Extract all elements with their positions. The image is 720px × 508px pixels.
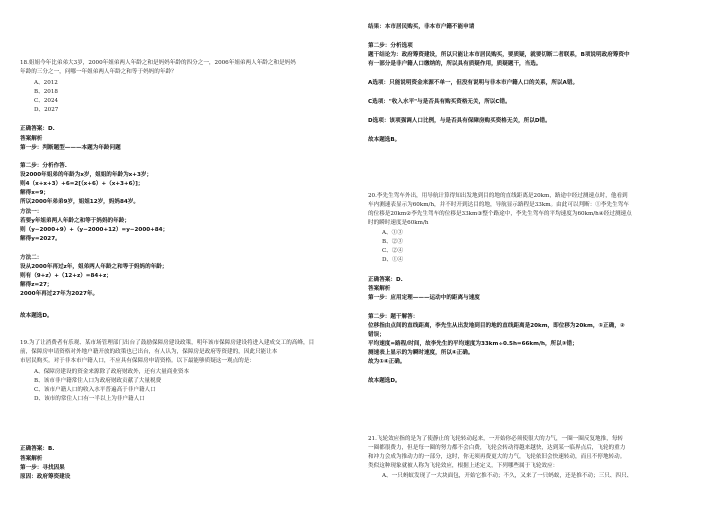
q19-cont-line-2: 第二步：分析选项: [368, 43, 413, 49]
q19-option-c: C、该市户籍人口的收入水平普遍高于非户籍人口: [34, 387, 156, 393]
q20-stem-line-3: 的位移是20km②李先生驾车的位移是33km③整个路途中，李先生驾车的平均速度为60km/h④经过测速点: [368, 211, 632, 217]
q18-step-8: 若要y年姐弟两人年龄之和等于妈妈的年龄；: [20, 218, 130, 224]
q20-option-c: C、②④: [382, 248, 404, 254]
q21-stem-line-2: 一圈都很费力，但是每一圈的努力都不会白费，飞轮会转动得越来越快，达到某一临界点后，飞轮的重力: [368, 445, 626, 451]
q18-step-4: 则4（x+x+3）+6=2[（x+6）+（x+3+6）]；: [20, 181, 144, 187]
q18-step-15: 2000年再过27年为2027年。: [20, 291, 99, 297]
q19-answer: 正确答案：B.: [20, 446, 55, 452]
q18-step-12: 设从2000年再过z年，姐弟两人年龄之和等于妈妈的年龄；: [20, 264, 168, 270]
q18-step-10: 解得y=2027。: [20, 236, 61, 242]
q19-cont-line-6: C选项："收入水平"与是否具有购买资格无关，所以C错。: [368, 99, 511, 105]
q20-answer: 正确答案：D.: [368, 277, 403, 283]
q18-step-3: 设2000年姐弟的年龄为x岁，姐姐的年龄为x+3岁；: [20, 172, 153, 178]
q18-analysis-label: 答案解析: [20, 136, 43, 142]
q18-step-7: 方法一：: [20, 209, 43, 215]
q18-option-b: B、2018: [34, 89, 58, 95]
q18-step-6: 所以2000年弟弟9岁，姐姐12岁，妈妈84岁。: [20, 199, 139, 205]
q19-option-b: B、该市非户籍常住人口为政府财政贡献了大量税费: [34, 378, 162, 384]
q18-answer: 正确答案：D.: [20, 126, 55, 132]
q19-option-d: D、该市的常住人口有一半以上为非户籍人口: [34, 396, 145, 402]
q20-step-8: 故本题选D。: [368, 378, 401, 384]
q20-step-7: 故为①④正确。: [368, 359, 406, 365]
q20-step-3: 位移指由点间的直线距离，李先生从出发地到目的地的直线距离是20km，即位移为20km，①正确，②: [368, 323, 625, 329]
q20-step-2: 第二步：题干解答：: [368, 314, 419, 320]
q19-step-2: 原因：政府筹资建设: [20, 474, 71, 480]
q18-step-11: 方法二：: [20, 255, 43, 261]
q18-step-16: 故本题选D。: [20, 313, 53, 319]
q19-step-1: 第一步：寻找因果: [20, 465, 65, 471]
q18-stem-line-1: 18.姐姐今年比弟弟大3岁，2000年姐弟两人年龄之和是妈妈年龄的四分之一，2006年姐弟两人年龄之和是妈妈: [20, 60, 296, 66]
q20-analysis-label: 答案解析: [368, 286, 391, 292]
q18-option-c: C、2024: [34, 98, 59, 104]
q21-stem-line-3: 和冲力会成为推动力的一部分，这时，你无须再费更大的力气，飞轮依旧会快速转动，而且不停地转动。: [368, 454, 626, 460]
q18-step-9: 则（y−2000+9）+（y−2000+12）=y−2000+84；: [20, 227, 169, 233]
q21-stem-line-4: 类似这种现象就被人称为飞轮效应，根据上述定义，下列哪些属于飞轮效应：: [368, 463, 559, 469]
q19-cont-line-3: 题干结论为：政府筹资建设，所以只能让本市居民购买，要质疑，就要切断二者联系，B项说明政府筹资中: [368, 52, 630, 58]
q19-cont-line-5: A选项：只能说明资金来源不单一，但没有说明与非本市户籍人口的关系，所以A错。: [368, 80, 579, 86]
q20-option-d: D、①④: [382, 257, 404, 263]
q18-stem-line-2: 年龄的三分之一，问哪一年姐弟两人年龄之和等于妈妈的年龄？: [20, 69, 177, 75]
q19-option-a: A、保障房建设的资金来源除了政府财政外，还有大量商业资本: [34, 369, 190, 375]
q19-analysis-label: 答案解析: [20, 456, 43, 462]
q18-step-13: 则有（9+z）+（12+z）=84+z；: [20, 273, 112, 279]
q19-stem-line-3: 市居民购买。对于非本市户籍人口，不应具有保障房申请资格。以下最能够质疑这一观点的是：: [20, 358, 255, 364]
q19-stem-line-2: 前，保障房申请资格对外地户籍开放的政策也已出台，有人认为，保障房是政府等资建的，因此只能让本: [20, 349, 278, 355]
q19-cont-line-1: 结果：本市居民购买，非本市户籍不能申请: [368, 24, 475, 30]
q18-step-5: 解得x=9；: [20, 190, 49, 196]
q18-step-2: 第二步：分析作答.: [20, 163, 67, 169]
q20-stem-line-1: 20.李先生驾车外出，用导航计算得知出发地到目的地的直线距离是20km，路途中经过测速点时，他看到: [368, 193, 628, 199]
q21-option-a: A、一只蚂蚁发现了一大块面包，开始它推不动；不久，又来了一只蚂蚁，还是推不动；三只、四只、: [382, 473, 633, 479]
q19-stem-line-1: 19.为了让消费者有乐观、某市场管理部门出台了鼓励保障房建设政策，明年该市保障房建设将进入建成交工的高峰，目: [20, 340, 315, 346]
q19-cont-line-4: 有一部分是非户籍人口缴纳的，所以具有质疑作用，质疑题干，当选。: [368, 61, 542, 67]
q19-cont-line-8: 故本题选B。: [368, 137, 401, 143]
q20-step-1: 第一步：应用定理———运动中的距离与速度: [368, 295, 480, 301]
q20-option-a: A、①③: [382, 230, 403, 236]
q20-step-5: 平均速度=路程/时间，故李先生的平均速度为33km÷0.5h=66km/h，所以③错；: [368, 341, 578, 347]
q19-cont-line-7: D选项：该项强调人口比例，与是否具有保障房购买资格无关，所以D错。: [368, 118, 551, 124]
q18-option-a: A、2012: [34, 80, 58, 86]
q20-option-b: B、②③: [382, 239, 403, 245]
q18-option-d: D、2027: [34, 107, 59, 113]
q20-stem-line-4: 时的瞬时速度是60km/h: [368, 220, 429, 226]
q18-step-14: 解得z=27；: [20, 282, 53, 288]
q20-step-6: 测速表上显示的为瞬时速度，所以④正确。: [368, 350, 474, 356]
q21-stem-line-1: 21.飞轮效应指的是为了使静止的飞轮转动起来，一开始你必须使很大的力气，一圈一圈反复地推，每转: [368, 436, 624, 442]
q20-stem-line-2: 车内测速表显示为60km/h，并不时开到达目的地，导航显示路程是33km。由此可以判断：①李先生驾车: [368, 202, 629, 208]
q20-step-4: 错误；: [368, 332, 385, 338]
q18-step-1: 第一步：判断题型———本题为年龄问题: [20, 145, 121, 151]
